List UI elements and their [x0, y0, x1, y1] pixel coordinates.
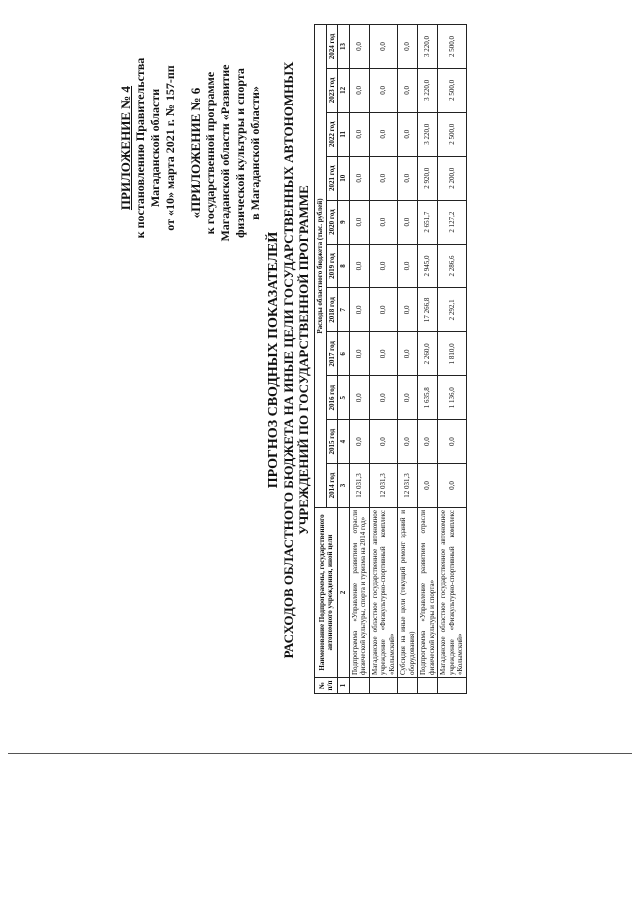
row-value: 2 260,0: [418, 332, 438, 376]
rotated-page: [116, 20, 524, 700]
column-number: 7: [338, 288, 350, 332]
header-year: 2022 год: [326, 112, 338, 156]
row-value: 0,0: [349, 376, 369, 420]
row-value: 0,0: [398, 25, 418, 69]
appendix-4-block: [118, 28, 178, 268]
row-number: [369, 678, 398, 694]
table-row: [438, 25, 467, 694]
title-line2: РАСХОДОВ ОБЛАСТНОГО БЮДЖЕТА НА ИНЫЕ ЦЕЛИ ГОСУДАРСТВЕННЫХ АВТОНОМНЫХ: [281, 61, 296, 659]
row-value: 2 920,0: [418, 156, 438, 200]
header-num: № п/п: [315, 678, 338, 694]
table-row: [418, 25, 438, 694]
appendix-4-line2: Магаданской области: [148, 88, 162, 208]
appendix-6-title: «ПРИЛОЖЕНИЕ № 6: [188, 87, 203, 219]
row-value: 0,0: [398, 112, 418, 156]
row-value: 0,0: [398, 156, 418, 200]
header-year: 2016 год: [326, 376, 338, 420]
row-value: 2 651,7: [418, 200, 438, 244]
column-number: 11: [338, 112, 350, 156]
row-value: 0,0: [349, 25, 369, 69]
row-value: 0,0: [398, 420, 418, 464]
row-value: 0,0: [349, 332, 369, 376]
column-number: 2: [338, 508, 350, 678]
column-number: 3: [338, 464, 350, 508]
header-year: 2014 год: [326, 464, 338, 508]
column-number: 8: [338, 244, 350, 288]
row-value: 0,0: [438, 464, 467, 508]
row-value: 12 031,3: [398, 464, 418, 508]
row-value: 0,0: [369, 112, 398, 156]
row-value: 2 500,0: [438, 68, 467, 112]
row-value: 0,0: [369, 68, 398, 112]
appendix-4-title: ПРИЛОЖЕНИЕ № 4: [118, 85, 133, 211]
header-year: 2018 год: [326, 288, 338, 332]
row-value: 0,0: [398, 244, 418, 288]
appendix-6-line3: физической культуры и спорта: [233, 68, 247, 238]
header-year: 2015 год: [326, 420, 338, 464]
row-name: Субсидия на иные цели (текущий ремонт зданий и оборудования): [398, 508, 418, 678]
row-value: 0,0: [349, 420, 369, 464]
row-value: 0,0: [349, 68, 369, 112]
row-value: 2 200,0: [438, 156, 467, 200]
header-row-1: [315, 25, 327, 694]
row-value: 12 031,3: [369, 464, 398, 508]
header-year: 2021 год: [326, 156, 338, 200]
table-body: [349, 25, 466, 694]
appendix-4-line3: от «10» марта 2021 г. № 157-пп: [163, 65, 177, 231]
column-number: 6: [338, 332, 350, 376]
row-value: 1 635,8: [418, 376, 438, 420]
row-value: 0,0: [418, 464, 438, 508]
header-year: 2019 год: [326, 244, 338, 288]
table-row: [398, 25, 418, 694]
row-value: 0,0: [369, 25, 398, 69]
title-line1: ПРОГНОЗ СВОДНЫХ ПОКАЗАТЕЛЕЙ: [266, 231, 281, 489]
row-value: 0,0: [398, 68, 418, 112]
column-number: 10: [338, 156, 350, 200]
row-value: 2 127,2: [438, 200, 467, 244]
row-value: 1 136,0: [438, 376, 467, 420]
row-value: 0,0: [369, 332, 398, 376]
row-value: 0,0: [349, 244, 369, 288]
row-name: Магаданское областное государственное автономное учреждение «Физкультурно-спортивный комплекс «Колымский»: [438, 508, 467, 678]
row-value: 1 810,0: [438, 332, 467, 376]
header-name: Наименование Подпрограммы, государственного автономного учреждения, иной цели: [315, 508, 338, 678]
row-value: 2 500,0: [438, 25, 467, 69]
document-title: [266, 20, 311, 700]
row-name: Подпрограмма «Управление развитием отрасли физической культуры, спорта и туризма на 2014 год»: [349, 508, 369, 678]
column-number: 5: [338, 376, 350, 420]
table-row: [349, 25, 369, 694]
row-value: 0,0: [398, 200, 418, 244]
appendix-6-line1: к государственной программе: [203, 71, 217, 235]
column-number: 1: [338, 678, 350, 694]
row-number: [398, 678, 418, 694]
row-value: 0,0: [349, 288, 369, 332]
header-group: Расходы областного бюджета (тыс. рублей): [315, 25, 327, 508]
header-year: 2020 год: [326, 200, 338, 244]
row-value: 2 292,1: [438, 288, 467, 332]
separator-line: [8, 753, 632, 754]
header-year: 2017 год: [326, 332, 338, 376]
column-numbers-row: [338, 25, 350, 694]
appendix-6-line2: Магаданской области «Развитие: [218, 64, 232, 242]
row-value: 0,0: [438, 420, 467, 464]
column-number: 12: [338, 68, 350, 112]
row-value: 0,0: [398, 332, 418, 376]
column-number: 4: [338, 420, 350, 464]
expenses-table: [314, 24, 467, 694]
row-value: 3 220,0: [418, 68, 438, 112]
row-value: 0,0: [349, 112, 369, 156]
row-value: 3 220,0: [418, 25, 438, 69]
column-number: 9: [338, 200, 350, 244]
row-value: 0,0: [369, 376, 398, 420]
appendix-6-block: [188, 28, 263, 278]
column-number: 13: [338, 25, 350, 69]
row-value: 0,0: [369, 420, 398, 464]
row-value: 0,0: [369, 244, 398, 288]
row-value: 12 031,3: [349, 464, 369, 508]
row-value: 17 266,8: [418, 288, 438, 332]
appendix-6-line4: в Магаданской области»: [248, 86, 262, 220]
row-value: 0,0: [398, 376, 418, 420]
header-year: 2024 год: [326, 25, 338, 69]
row-number: [438, 678, 467, 694]
row-value: 2 945,0: [418, 244, 438, 288]
appendix-4-line1: к постановлению Правительства: [133, 57, 147, 239]
row-value: 0,0: [349, 156, 369, 200]
row-name: Магаданское областное государственное автономное учреждение «Физкультурно-спортивный комплекс «Колымский»: [369, 508, 398, 678]
row-value: 2 500,0: [438, 112, 467, 156]
title-line3: УЧРЕЖДЕНИЙ ПО ГОСУДАРСТВЕННОЙ ПРОГРАММЕ: [296, 185, 311, 535]
row-value: 0,0: [369, 288, 398, 332]
row-value: 3 220,0: [418, 112, 438, 156]
row-value: 0,0: [398, 288, 418, 332]
table-row: [369, 25, 398, 694]
header-year: 2023 год: [326, 68, 338, 112]
row-name: Подпрограмма «Управление развитием отрасли физической культуры и спорта»: [418, 508, 438, 678]
row-value: 0,0: [369, 200, 398, 244]
row-value: 0,0: [369, 156, 398, 200]
row-number: [418, 678, 438, 694]
row-number: [349, 678, 369, 694]
row-value: 2 286,6: [438, 244, 467, 288]
row-value: 0,0: [349, 200, 369, 244]
row-value: 0,0: [418, 420, 438, 464]
